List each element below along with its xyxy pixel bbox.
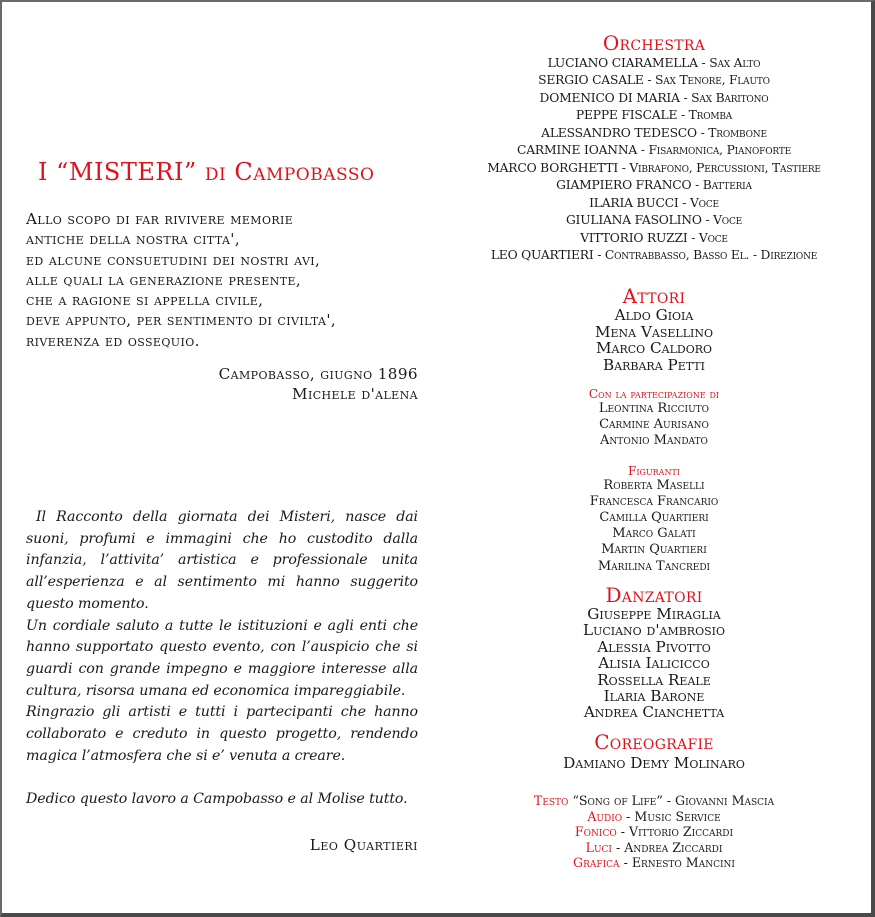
member-name: LUCIANO CIARAMELLA (547, 56, 698, 70)
orchestra-member: ALESSANDRO TEDESCO - Trombone (541, 125, 767, 140)
figurante-name: Roberta Maselli (603, 477, 705, 493)
racconto-paragraph: Il Racconto della giornata dei Misteri, nasce dai suoni, profumi e immagini che ho custodito dalla infanzia, l’attivita’ artistica e professionale unita all’esperienza e al sentimento mi hanno suggerito questo momento. (26, 509, 418, 612)
member-name: ILARIA BUCCI (589, 195, 679, 210)
coreografie-title: Coreografie (594, 729, 714, 754)
credit-value: - Andrea Ziccardi (615, 839, 723, 855)
dedication-text (26, 209, 426, 351)
dedication-line: deve appunto, per sentimento di civilta', (26, 311, 337, 330)
dedication-line: ed alcune consuetudini dei nostri avi, (26, 250, 321, 269)
main-title: I “MISTERI” di Campobasso (38, 158, 375, 186)
dancer-name: Rossella Reale (597, 670, 711, 689)
member-name: VITTORIO RUZZI (580, 230, 688, 245)
signature-place-date: Campobasso, giugno 1896 (218, 365, 418, 383)
member-role: Fisarmonica, Pianoforte (648, 143, 791, 158)
orchestra-title: Orchestra (602, 31, 706, 55)
orchestra-list (474, 55, 834, 264)
production-credits (474, 793, 834, 871)
dancer-name: Alisia Ialicicco (598, 654, 710, 673)
dedication-line: antiche della nostra citta', (26, 230, 241, 249)
orchestra-member: GIULIANA FASOLINO - Voce (565, 213, 743, 228)
credit-role: Luci (585, 839, 612, 855)
orchestra-member: PEPPE FISCALE - Tromba (575, 108, 733, 123)
dedication-line: riverenza ed ossequio. (26, 331, 200, 350)
participant-name: Carmine Aurisano (599, 417, 709, 433)
credit-line (474, 855, 834, 871)
dedication-line: Allo scopo di far rivivere memorie (26, 210, 294, 228)
dancer-name: Alessia Pivotto (597, 637, 711, 656)
member-name: GIAMPIERO FRANCO (556, 178, 692, 193)
member-name: GIULIANA FASOLINO (565, 213, 702, 228)
member-role: Tromba (688, 108, 733, 123)
orchestra-member: GIAMPIERO FRANCO - Batteria (556, 178, 752, 193)
member-name: CARMINE IOANNA (517, 143, 638, 158)
member-name: MARCO BORGHETTI (487, 160, 618, 175)
credit-value: - Music Service (626, 808, 721, 824)
figurante-name: Martin Quartieri (601, 542, 707, 558)
author-name: Leo Quartieri (309, 836, 418, 854)
dedication-line: che a ragione si appella civile, (26, 291, 264, 310)
actor-name: Aldo Gioia (614, 306, 694, 325)
credit-role: Grafica (573, 855, 620, 871)
choreographer-name: Damiano Demy Molinaro (563, 753, 745, 772)
dancer-name: Andrea Cianchetta (583, 703, 725, 722)
credit-value: - Vittorio Ziccardi (620, 824, 734, 840)
actor-name: Marco Caldoro (595, 339, 713, 358)
danzatori-title: Danzatori (605, 582, 703, 607)
dancer-name: Giuseppe Miraglia (587, 604, 721, 623)
racconto-paragraph: Dedico questo lavoro a Campobasso e al Molise tutto. (26, 791, 408, 808)
dancer-name: Ilaria Barone (603, 686, 705, 705)
orchestra-member: MARCO BORGHETTI - Vibrafono, Percussioni, Tastiere (487, 160, 821, 175)
figuranti-title: Figuranti (628, 463, 680, 478)
figurante-name: Marilina Tancredi (597, 558, 711, 574)
member-name: PEPPE FISCALE (575, 108, 678, 123)
member-name: ALESSANDRO TEDESCO (541, 125, 697, 140)
member-name: LEO QUARTIERI (490, 247, 594, 262)
member-role: Voce (689, 195, 719, 210)
member-role: Voce (698, 230, 728, 245)
orchestra-member: ILARIA BUCCI - Voce (589, 195, 719, 210)
member-role: Vibrafono, Percussioni, Tastiere (629, 160, 821, 175)
orchestra-member: LEO QUARTIERI - Contrabbasso, Basso El. - Direzione (490, 247, 818, 262)
member-role: Trombone (708, 125, 767, 140)
member-name: SERGIO CASALE (538, 73, 644, 88)
credits-column (474, 32, 834, 871)
credit-line (474, 824, 834, 840)
dedication-line: alle quali la generazione presente, (26, 270, 302, 289)
credit-line (474, 809, 834, 825)
credit-role: Audio (587, 808, 623, 824)
partecipazione-title: Con la partecipazione di (588, 387, 720, 402)
orchestra-member: CARMINE IOANNA - Fisarmonica, Pianoforte (517, 143, 791, 158)
member-role: Voce (713, 213, 743, 228)
orchestra-member: SERGIO CASALE - Sax Tenore, Flauto (538, 73, 770, 88)
credit-line (474, 840, 834, 856)
racconto-paragraph: Un cordiale saluto a tutte le istituzioni e agli enti che hanno supportato questo evento, con l’auspicio che si guardi con grande impegno e maggiore interesse alla cultura, risorsa umana ed economica impareggiabile. (26, 617, 418, 699)
credit-role: Testo (533, 793, 569, 809)
dedication-signature (122, 364, 418, 404)
figurante-name: Marco Galati (612, 526, 696, 542)
racconto-text (26, 507, 418, 811)
dancer-name: Luciano d'ambrosio (582, 621, 726, 640)
actor-name: Barbara Petti (603, 355, 705, 374)
signature-name: Michele d'alena (292, 385, 418, 403)
racconto-paragraph: Ringrazio gli artisti e tutti i partecipanti che hanno collaborato e creduto in questo progetto, rendendo magica l’atmosfera che si e’ venuta a creare. (26, 704, 418, 764)
figurante-name: Camilla Quartieri (599, 510, 709, 526)
attori-title: Attori (622, 284, 686, 309)
orchestra-member: VITTORIO RUZZI - Voce (580, 230, 728, 245)
credit-role: Fonico (574, 824, 617, 840)
figurante-name: Francesca Francario (589, 493, 719, 509)
orchestra-member: DOMENICO DI MARIA - Sax Baritono (539, 90, 769, 105)
participant-name: Leontina Ricciuto (598, 401, 710, 417)
member-name: DOMENICO DI MARIA (539, 90, 680, 105)
credit-value: “Song of Life” - Giovanni Mascia (572, 793, 775, 809)
orchestra-member: LUCIANO CIARAMELLA - Sax Alto (547, 56, 761, 70)
member-role: Sax Baritono (691, 90, 769, 105)
actor-name: Mena Vasellino (594, 322, 714, 341)
member-role: Sax Tenore, Flauto (655, 73, 770, 88)
participant-name: Antonio Mandato (600, 433, 708, 449)
credit-value: - Ernesto Mancini (623, 855, 735, 871)
member-role: Batteria (702, 178, 752, 193)
member-role: Sax Alto (709, 56, 761, 70)
member-role: Contrabbasso, Basso El. - Direzione (604, 247, 818, 262)
credit-line (474, 793, 834, 809)
